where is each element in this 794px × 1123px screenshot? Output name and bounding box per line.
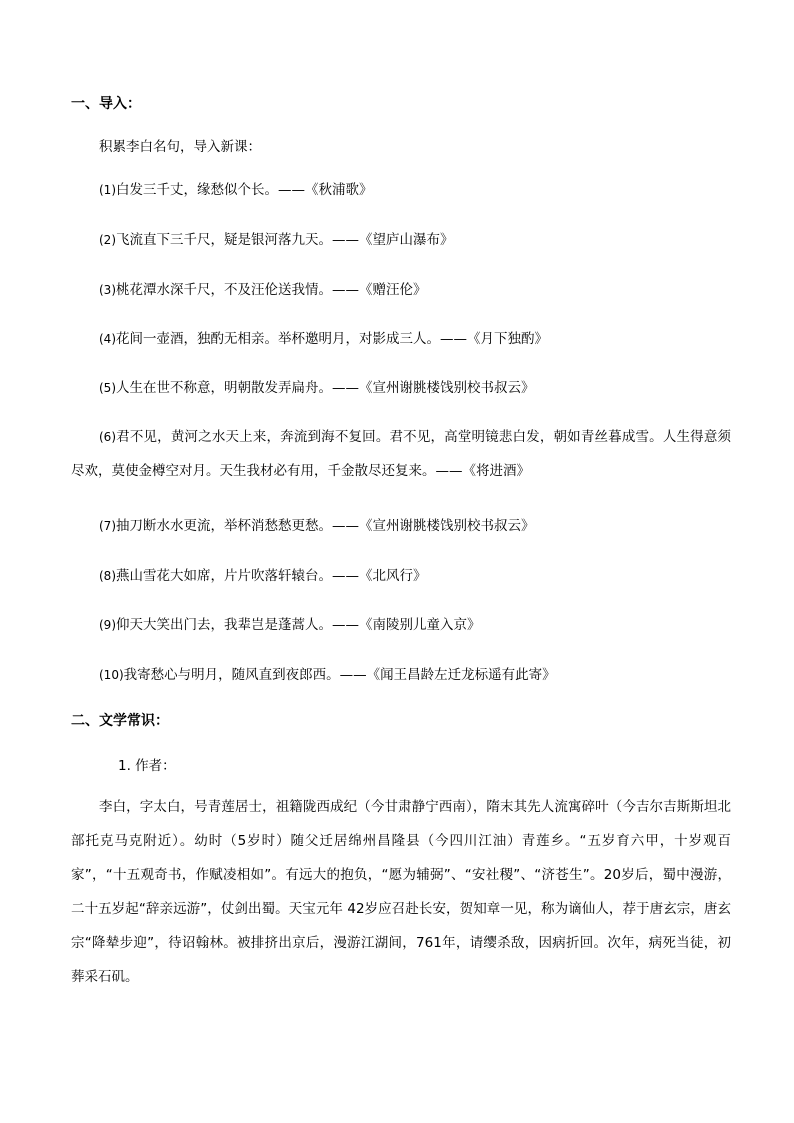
quote-text: 白发三千丈，缘愁似个长。——《秋浦歌》 bbox=[116, 182, 373, 198]
author-paragraph: 李白，字太白，号青莲居士，祖籍陇西成纪（今甘肃静宁西南），隋末其先人流寓碎叶（今吉尔吉斯斯坦北部托克马克附近）。幼时（5岁时）随父迁居绵州昌隆县（今四川江油）青莲乡。“五岁育六甲，十岁观百家”，“十五观奇书，作赋凌相如”。有远大的抱负，“愿为辅弼”、“安社稷”、“济苍生”。20岁后，蜀中漫游，二十五岁起“辞亲远游”，仗剑出蜀。天宝元年 42岁应召赴长安，贺知章一见，称为谪仙人，荐于唐玄宗，唐玄宗“降辇步迎”，待诏翰林。被排挤出京后，漫游江湖间，761年，请缨杀敌，因病折回。次年，病死当徒，初葬采石矶。 bbox=[71, 799, 731, 985]
section-heading-literature: 二、文学常识： bbox=[71, 713, 169, 729]
quote-text: 君不见，黄河之水天上来，奔流到海不复回。君不见，高堂明镜悲白发，朝如青丝暮成雪。人生得意须尽欢，莫使金樽空对月。天生我材必有用，千金散尽还复来。——《将进酒》 bbox=[71, 429, 731, 479]
author-subheading: 1. 作者： bbox=[118, 758, 176, 774]
quote-number: (5) bbox=[99, 381, 116, 395]
quote-item bbox=[99, 615, 481, 635]
quote-item bbox=[99, 230, 454, 250]
quote-item-long bbox=[71, 420, 731, 488]
quote-item bbox=[99, 516, 535, 536]
quote-text: 我寄愁心与明月，随风直到夜郎西。——《闻王昌龄左迁龙标遥有此寄》 bbox=[123, 667, 556, 683]
quote-item bbox=[99, 378, 535, 398]
quote-number: (1) bbox=[99, 183, 116, 197]
quote-item bbox=[99, 566, 427, 586]
quote-text: 飞流直下三千尺，疑是银河落九天。——《望庐山瀑布》 bbox=[116, 232, 454, 248]
quote-item bbox=[99, 280, 427, 300]
quote-text: 抽刀断水水更流，举杯消愁愁更愁。——《宣州谢脁楼饯别校书叔云》 bbox=[116, 518, 535, 534]
quote-text: 人生在世不称意，明朝散发弄扁舟。——《宣州谢脁楼饯别校书叔云》 bbox=[116, 380, 535, 396]
quote-number: (6) bbox=[99, 430, 116, 444]
quote-number: (4) bbox=[99, 332, 116, 346]
quote-number: (8) bbox=[99, 569, 116, 583]
quote-text: 花间一壶酒，独酌无相亲。举杯邀明月，对影成三人。——《月下独酌》 bbox=[116, 331, 548, 347]
quote-item bbox=[99, 329, 548, 349]
quote-item bbox=[99, 665, 556, 685]
intro-lead: 积累李白名句，导入新课： bbox=[99, 139, 261, 155]
section-heading-intro: 一、导入： bbox=[71, 96, 141, 112]
quote-number: (10) bbox=[99, 668, 124, 682]
quote-number: (3) bbox=[99, 283, 116, 297]
quote-number: (2) bbox=[99, 233, 116, 247]
quote-number: (9) bbox=[99, 618, 116, 632]
quote-text: 桃花潭水深千尺，不及汪伦送我情。——《赠汪伦》 bbox=[116, 282, 427, 298]
quote-number: (7) bbox=[99, 519, 116, 533]
quote-text: 仰天大笑出门去，我辈岂是蓬蒿人。——《南陵别儿童入京》 bbox=[116, 617, 481, 633]
quote-item bbox=[99, 180, 373, 200]
quote-text: 燕山雪花大如席，片片吹落轩辕台。——《北风行》 bbox=[116, 568, 427, 584]
